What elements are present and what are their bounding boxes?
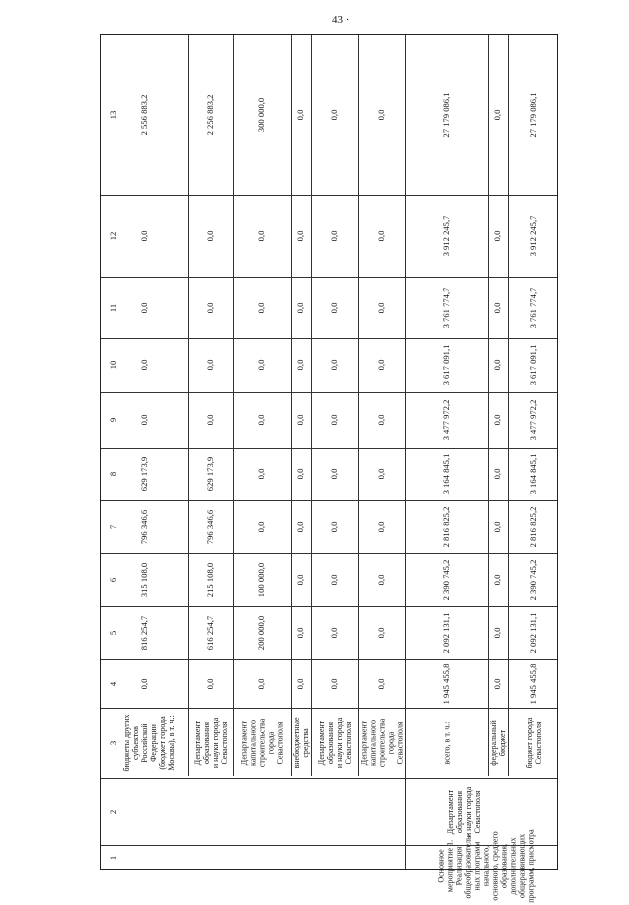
value-cell: 0,0 (256, 302, 267, 313)
value-cell: 0,0 (204, 230, 215, 242)
value-cell: 616 254,7 (204, 615, 215, 650)
value-cell: 0,0 (295, 109, 306, 121)
value-cell: 2 816 825,2 (440, 506, 451, 547)
column-number: 5 (108, 630, 119, 635)
value-cell: 0,0 (375, 109, 386, 121)
source-cell: Департамент образования и науки города Севастополя (316, 717, 353, 769)
grid-line (188, 35, 189, 776)
column-number: 1 (108, 855, 119, 861)
column-number: 10 (108, 360, 119, 370)
value-cell: 0,0 (138, 678, 149, 689)
value-cell: 0,0 (204, 302, 215, 313)
value-cell: 0,0 (295, 574, 306, 585)
column-number: 4 (108, 681, 119, 686)
value-cell: 215 108,0 (204, 562, 215, 597)
value-cell: 0,0 (492, 230, 503, 242)
grid-line (405, 35, 406, 869)
grid-line (233, 35, 234, 776)
value-cell: 0,0 (204, 359, 215, 371)
value-cell: 2 092 131,1 (527, 612, 538, 653)
value-cell: 0,0 (492, 574, 503, 585)
value-cell: 0,0 (375, 302, 386, 313)
value-cell: 0,0 (328, 414, 339, 426)
measure-title: Основное мероприятие 1. Реализация общеобразователь- ных программ начального, основного, среднего образования, дополнительных общеразвивающих программ, присмотра (436, 829, 536, 903)
value-cell: 3 617 091,1 (527, 344, 538, 386)
value-cell: 0,0 (295, 230, 306, 242)
value-cell: 0,0 (492, 359, 503, 371)
value-cell: 1 945 455,8 (527, 663, 538, 704)
value-cell: 0,0 (295, 468, 306, 480)
source-cell: Департамент капитального строительства города Севастополя (239, 718, 285, 768)
value-cell: 0,0 (492, 302, 503, 313)
source-cell: бюджеты других субъектов Российской Федерации (бюджет города Москвы), в т. ч.: (121, 714, 176, 772)
value-cell: 0,0 (295, 627, 306, 638)
value-cell: 0,0 (375, 574, 386, 585)
value-cell: 796 346,6 (204, 509, 215, 544)
value-cell: 0,0 (138, 414, 149, 426)
column-number: 2 (108, 809, 119, 814)
value-cell: 100 000,0 (256, 562, 267, 597)
value-cell: 0,0 (492, 414, 503, 426)
value-cell: 3 912 245,7 (440, 215, 451, 257)
value-cell: 0,0 (328, 627, 339, 638)
value-cell: 200 000,0 (256, 615, 267, 650)
value-cell: 0,0 (328, 359, 339, 371)
value-cell: 0,0 (295, 359, 306, 371)
value-cell: 0,0 (256, 230, 267, 242)
source-cell: федеральный бюджет (489, 720, 507, 766)
column-number: 11 (108, 303, 119, 312)
column-number: 3 (108, 740, 119, 746)
value-cell: 0,0 (256, 359, 267, 371)
value-cell: 0,0 (375, 414, 386, 426)
grid-line (311, 35, 312, 776)
value-cell: 0,0 (375, 627, 386, 638)
value-cell: 0,0 (492, 678, 503, 689)
value-cell: 0,0 (138, 302, 149, 313)
value-cell: 0,0 (328, 468, 339, 480)
grid-line (291, 35, 292, 776)
value-cell: 629 173,9 (138, 456, 149, 492)
value-cell: 2 556 883,2 (138, 94, 149, 136)
value-cell: 3 164 845,1 (440, 453, 451, 495)
column-number: 13 (108, 110, 119, 120)
value-cell: 816 254,7 (138, 615, 149, 650)
value-cell: 3 617 091,1 (440, 344, 451, 386)
grid-line (508, 35, 509, 776)
value-cell: 1 945 455,8 (440, 663, 451, 704)
column-number: 6 (108, 577, 119, 582)
source-cell: бюджет города Севастополя (524, 717, 543, 769)
value-cell: 315 108,0 (138, 562, 149, 597)
source-cell: внебюджетные средства (292, 717, 310, 769)
value-cell: 0,0 (492, 109, 503, 121)
value-cell: 2 390 745,2 (440, 559, 451, 600)
value-cell: 27 179 086,1 (527, 92, 538, 138)
value-cell: 2 092 131,1 (440, 612, 451, 653)
value-cell: 2 390 745,2 (527, 559, 538, 600)
value-cell: 0,0 (256, 521, 267, 532)
column-number: 9 (108, 417, 119, 423)
value-cell: 0,0 (492, 521, 503, 532)
value-cell: 0,0 (328, 302, 339, 313)
column-number: 7 (108, 524, 119, 529)
value-cell: 3 477 972,2 (440, 399, 451, 441)
value-cell: 0,0 (204, 678, 215, 689)
value-cell: 0,0 (328, 574, 339, 585)
grid-line (358, 35, 359, 776)
source-cell: Департамент капитального строительства города Севастополя (359, 718, 404, 768)
value-cell: 629 173,9 (204, 456, 215, 492)
value-cell: 0,0 (295, 678, 306, 689)
value-cell: 2 256 883,2 (204, 94, 215, 136)
measure-executor: Департамент образования и науки города Севастополя (446, 786, 482, 837)
value-cell: 3 912 245,7 (527, 215, 538, 257)
value-cell: 0,0 (375, 230, 386, 242)
budget-table (100, 34, 558, 903)
value-cell: 0,0 (138, 230, 149, 242)
value-cell: 0,0 (256, 414, 267, 426)
value-cell: 0,0 (256, 678, 267, 689)
value-cell: 0,0 (492, 627, 503, 638)
grid-line (101, 778, 557, 779)
value-cell: 0,0 (328, 521, 339, 532)
value-cell: 796 346,6 (138, 509, 149, 544)
page-number: 43 · (332, 14, 350, 26)
value-cell: 3 164 845,1 (527, 453, 538, 495)
value-cell: 0,0 (375, 359, 386, 371)
source-cell: всего, в т. ч.: (442, 721, 451, 765)
value-cell: 0,0 (375, 678, 386, 689)
value-cell: 0,0 (328, 109, 339, 121)
value-cell: 3 761 774,7 (527, 287, 538, 328)
value-cell: 0,0 (328, 678, 339, 689)
value-cell: 27 179 086,1 (440, 92, 451, 138)
column-number: 8 (108, 471, 119, 477)
value-cell: 0,0 (295, 521, 306, 532)
value-cell: 0,0 (375, 468, 386, 480)
value-cell: 0,0 (295, 414, 306, 426)
value-cell: 300 000,0 (256, 97, 267, 133)
grid-line (488, 35, 489, 776)
value-cell: 0,0 (256, 468, 267, 480)
value-cell: 0,0 (328, 230, 339, 242)
value-cell: 3 761 774,7 (440, 287, 451, 328)
value-cell: 3 477 972,2 (527, 399, 538, 441)
value-cell: 0,0 (295, 302, 306, 313)
value-cell: 0,0 (375, 521, 386, 532)
value-cell: 0,0 (138, 359, 149, 371)
value-cell: 0,0 (204, 414, 215, 426)
column-number: 12 (108, 231, 119, 241)
value-cell: 2 816 825,2 (527, 506, 538, 547)
source-cell: Департамент образования и науки города Севастополя (192, 717, 229, 769)
value-cell: 0,0 (492, 468, 503, 480)
